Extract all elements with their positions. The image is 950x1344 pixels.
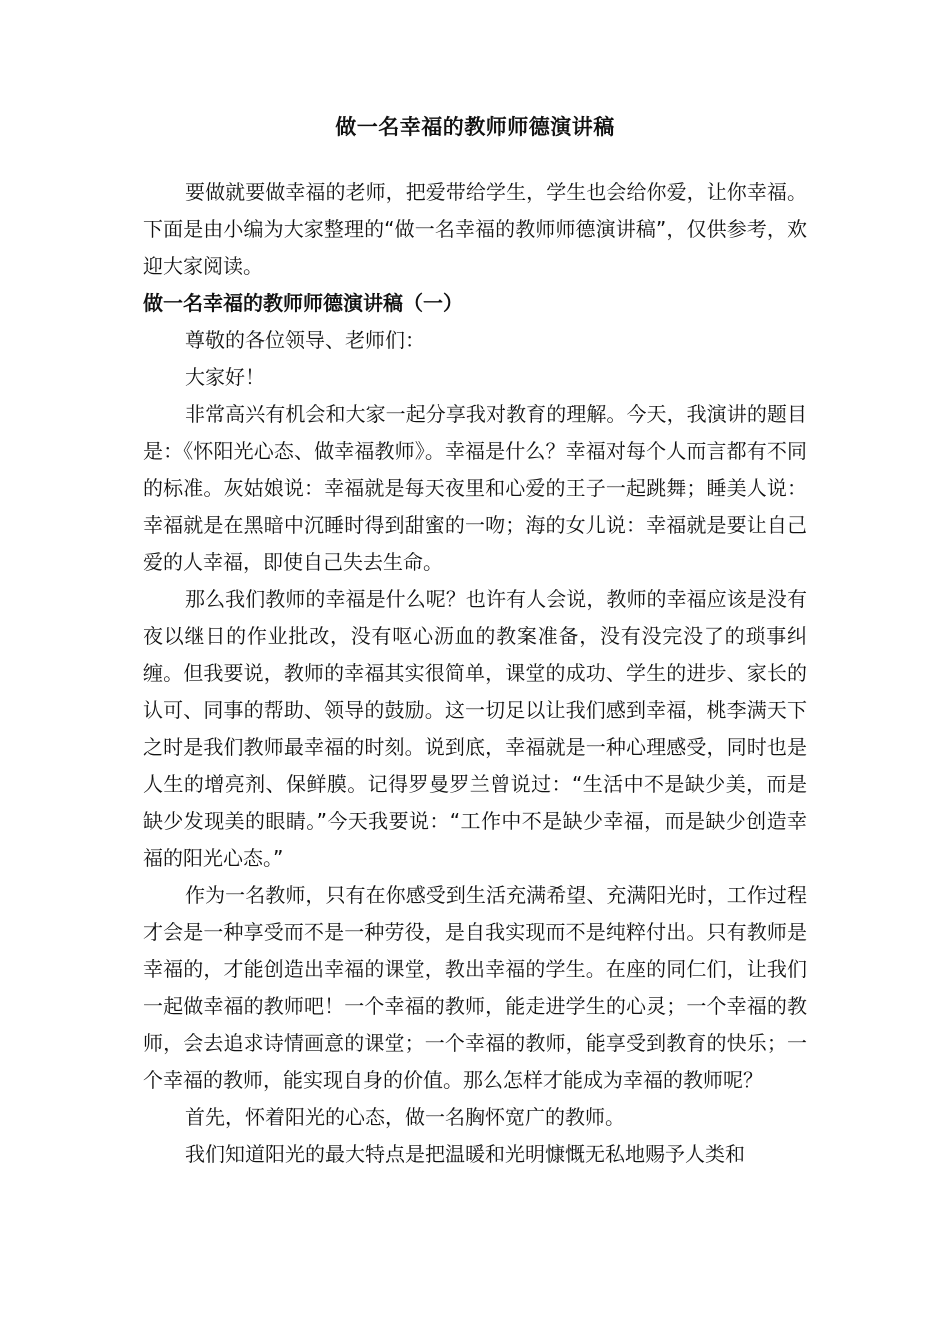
body-paragraph: 非常高兴有机会和大家一起分享我对教育的理解。今天，我演讲的题目是：《怀阳光心态、做幸福教师》。幸福是什么？幸福对每个人而言都有不同的标准。灰姑娘说：幸福就是每天夜里和心爱的王子一起跳舞；睡美人说：幸福就是在黑暗中沉睡时得到甜蜜的一吻；海的女儿说：幸福就是要让自己爱的人幸福，即使自己失去生命。	[143, 402, 807, 574]
document-title: 做一名幸福的教师师德演讲稿	[335, 115, 615, 139]
body-paragraph: 首先，怀着阳光的心态，做一名胸怀宽广的教师。	[185, 1105, 625, 1129]
intro-paragraph: 要做就要做幸福的老师，把爱带给学生，学生也会给你爱，让你幸福。下面是由小编为大家整理的“做一名幸福的教师师德演讲稿”，仅供参考，欢迎大家阅读。	[143, 180, 807, 278]
body-paragraph: 那么我们教师的幸福是什么呢？也许有人会说，教师的幸福应该是没有夜以继日的作业批改，没有呕心沥血的教案准备，没有没完没了的琐事纠缠。但我要说，教师的幸福其实很简单，课堂的成功、学生的进步、家长的认可、同事的帮助、领导的鼓励。这一切足以让我们感到幸福，桃李满天下之时是我们教师最幸福的时刻。说到底，幸福就是一种心理感受，同时也是人生的增亮剂、保鲜膜。记得罗曼罗兰曾说过：“生活中不是缺少美，而是缺少发现美的眼睛。”今天我要说：“工作中不是缺少幸福，而是缺少创造幸福的阳光心态。”	[143, 587, 807, 870]
document-body	[143, 174, 807, 1173]
body-paragraph: 作为一名教师，只有在你感受到生活充满希望、充满阳光时，工作过程才会是一种享受而不是一种劳役，是自我实现而不是纯粹付出。只有教师是幸福的，才能创造出幸福的课堂，教出幸福的学生。在座的同仁们，让我们一起做幸福的教师吧！一个幸福的教师，能走进学生的心灵；一个幸福的教师，会去追求诗情画意的课堂；一个幸福的教师，能享受到教育的快乐；一个幸福的教师，能实现自身的价值。那么怎样才能成为幸福的教师呢？	[143, 883, 807, 1092]
body-paragraph: 我们知道阳光的最大特点是把温暖和光明慷慨无私地赐予人类和	[185, 1142, 745, 1166]
section-heading: 做一名幸福的教师师德演讲稿（一）	[143, 291, 463, 315]
greeting: 大家好！	[185, 365, 265, 389]
salutation: 尊敬的各位领导、老师们：	[185, 328, 425, 352]
